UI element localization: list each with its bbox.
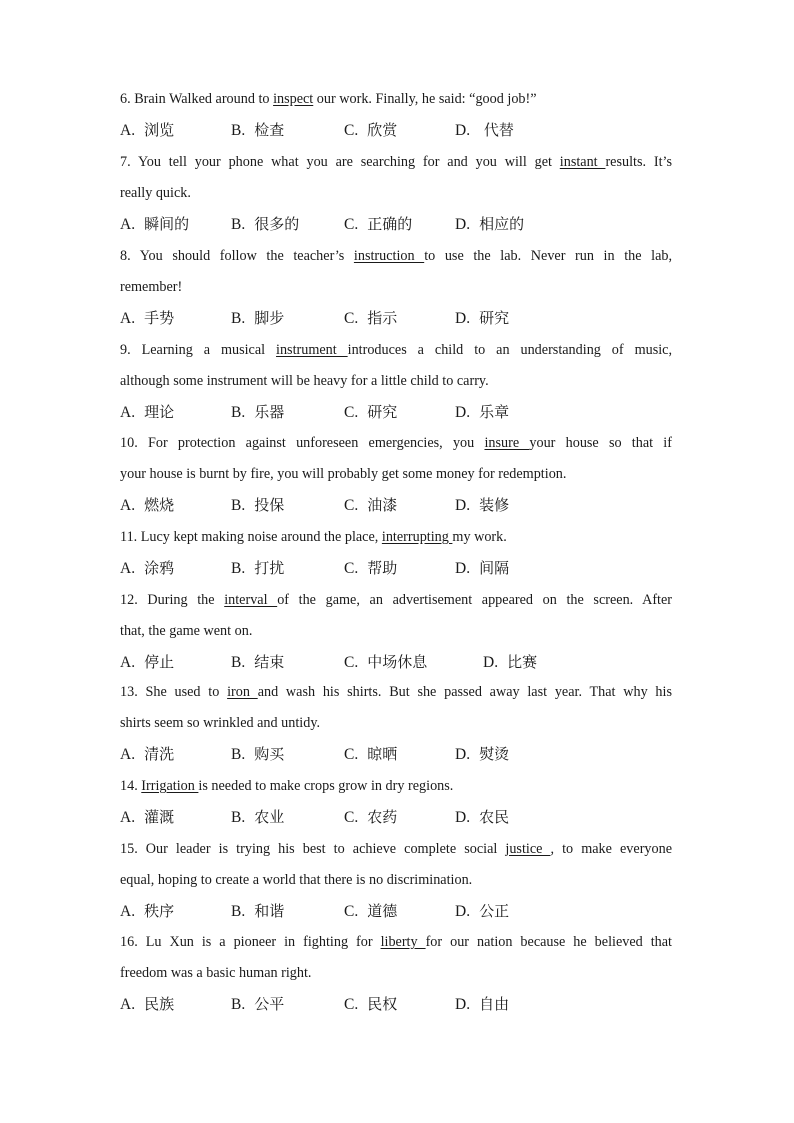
question-text: 13. She used to iron and wash his shirts. But she passed away last year. That why his <box>120 684 672 700</box>
option-d[interactable]: D. 乐章 <box>455 403 510 421</box>
option-c[interactable]: C. 指示 <box>344 309 398 327</box>
question-12 <box>120 585 672 678</box>
option-b[interactable]: B. 打扰 <box>231 559 285 577</box>
option-d[interactable]: D. 熨烫 <box>455 745 510 763</box>
question-text-cont: remember! <box>120 279 183 295</box>
option-b[interactable]: B. 公平 <box>231 995 285 1013</box>
target-word: iron <box>227 684 258 700</box>
option-c[interactable]: C. 民权 <box>344 995 398 1013</box>
option-c[interactable]: C. 欣赏 <box>344 121 398 139</box>
question-text-cont: shirts seem so wrinkled and untidy. <box>120 715 321 731</box>
answer-options <box>120 303 672 334</box>
option-a[interactable]: A. 停止 <box>120 653 175 671</box>
option-b[interactable]: B. 结束 <box>231 653 285 671</box>
answer-options <box>120 209 672 240</box>
question-11 <box>120 522 672 584</box>
target-word: inspect <box>273 91 314 107</box>
question-text: 8. You should follow the teacher’s instruction to use the lab. Never run in the lab, <box>120 248 673 264</box>
option-c[interactable]: C. 晾晒 <box>344 745 398 763</box>
answer-options <box>120 553 672 584</box>
question-text: 12. During the interval of the game, an advertisement appeared on the screen. After <box>120 592 673 608</box>
option-b[interactable]: B. 购买 <box>231 745 285 763</box>
question-text: 14. Irrigation is needed to make crops grow in dry regions. <box>120 778 454 794</box>
target-word: justice <box>505 841 551 857</box>
answer-options <box>120 739 672 770</box>
question-text: 10. For protection against unforeseen emergencies, you insure your house so that if <box>120 435 672 451</box>
option-d[interactable]: D. 自由 <box>455 995 510 1013</box>
option-c[interactable]: C. 帮助 <box>344 559 398 577</box>
option-a[interactable]: A. 清洗 <box>120 745 175 763</box>
question-14 <box>120 771 672 833</box>
question-16 <box>120 927 672 1020</box>
target-word: interval <box>224 592 278 608</box>
option-b[interactable]: B. 乐器 <box>231 403 285 421</box>
option-a[interactable]: A. 涂鸦 <box>120 559 175 577</box>
option-b[interactable]: B. 脚步 <box>231 309 285 327</box>
option-a[interactable]: A. 手势 <box>120 309 175 327</box>
answer-options <box>120 490 672 521</box>
answer-options <box>120 802 672 833</box>
question-6 <box>120 84 672 146</box>
option-d[interactable]: D. 比赛 <box>483 653 538 671</box>
option-d[interactable]: D. 装修 <box>455 496 510 514</box>
option-c[interactable]: C. 道德 <box>344 902 398 920</box>
option-a[interactable]: A. 理论 <box>120 403 175 421</box>
question-10 <box>120 428 672 521</box>
target-word: instant <box>559 154 606 170</box>
question-text: 11. Lucy kept making noise around the place, interrupting my work. <box>120 529 507 545</box>
option-c[interactable]: C. 油漆 <box>344 496 398 514</box>
question-text-cont: equal, hoping to create a world that there is no discrimination. <box>120 872 473 888</box>
option-a[interactable]: A. 灌溉 <box>120 808 175 826</box>
question-8 <box>120 241 672 334</box>
option-c[interactable]: C. 正确的 <box>344 215 413 233</box>
question-15 <box>120 834 672 927</box>
target-word: interrupting <box>381 529 453 545</box>
question-13 <box>120 677 672 770</box>
target-word: liberty <box>380 934 426 950</box>
question-text: 15. Our leader is trying his best to achieve complete social justice , to make everyone <box>120 841 672 857</box>
option-b[interactable]: B. 投保 <box>231 496 285 514</box>
question-text-cont: that, the game went on. <box>120 623 253 639</box>
option-c[interactable]: C. 农药 <box>344 808 398 826</box>
option-b[interactable]: B. 和谐 <box>231 902 285 920</box>
option-a[interactable]: A. 民族 <box>120 995 175 1013</box>
question-text-cont: your house is burnt by fire, you will probably get some money for redemption. <box>120 466 567 482</box>
option-c[interactable]: C. 研究 <box>344 403 398 421</box>
answer-options <box>120 896 672 927</box>
question-7 <box>120 147 672 240</box>
option-b[interactable]: B. 农业 <box>231 808 285 826</box>
answer-options <box>120 647 672 678</box>
option-a[interactable]: A. 秩序 <box>120 902 175 920</box>
question-text: 7. You tell your phone what you are searching for and you will get instant results. It’s <box>120 154 672 170</box>
question-text-cont: freedom was a basic human right. <box>120 965 312 981</box>
answer-options <box>120 989 672 1020</box>
target-word: Irrigation <box>141 778 199 794</box>
option-b[interactable]: B. 很多的 <box>231 215 300 233</box>
question-text-cont: although some instrument will be heavy for a little child to carry. <box>120 373 489 389</box>
target-word: instrument <box>276 342 348 358</box>
option-d[interactable]: D. 间隔 <box>455 559 510 577</box>
target-word: instruction <box>353 248 425 264</box>
target-word: insure <box>484 435 530 451</box>
option-c[interactable]: C. 中场休息 <box>344 653 428 671</box>
option-b[interactable]: B. 检查 <box>231 121 285 139</box>
option-d[interactable]: D. 农民 <box>455 808 510 826</box>
answer-options <box>120 397 672 428</box>
option-d[interactable]: D. 相应的 <box>455 215 525 233</box>
option-d[interactable]: D. 研究 <box>455 309 510 327</box>
answer-options <box>120 115 672 146</box>
option-a[interactable]: A. 燃烧 <box>120 496 175 514</box>
question-9 <box>120 335 672 428</box>
option-d[interactable]: D. 公正 <box>455 902 510 920</box>
question-text: 9. Learning a musical instrument introduces a child to an understanding of music, <box>120 342 672 358</box>
question-text-cont: really quick. <box>120 185 191 201</box>
option-a[interactable]: A. 浏览 <box>120 121 175 139</box>
question-text: 16. Lu Xun is a pioneer in fighting for liberty for our nation because he believed that <box>120 934 672 950</box>
option-a[interactable]: A. 瞬间的 <box>120 215 190 233</box>
question-text: 6. Brain Walked around to inspect our work. Finally, he said: “good job!” <box>120 91 537 107</box>
option-d[interactable]: D. 代替 <box>455 121 514 139</box>
